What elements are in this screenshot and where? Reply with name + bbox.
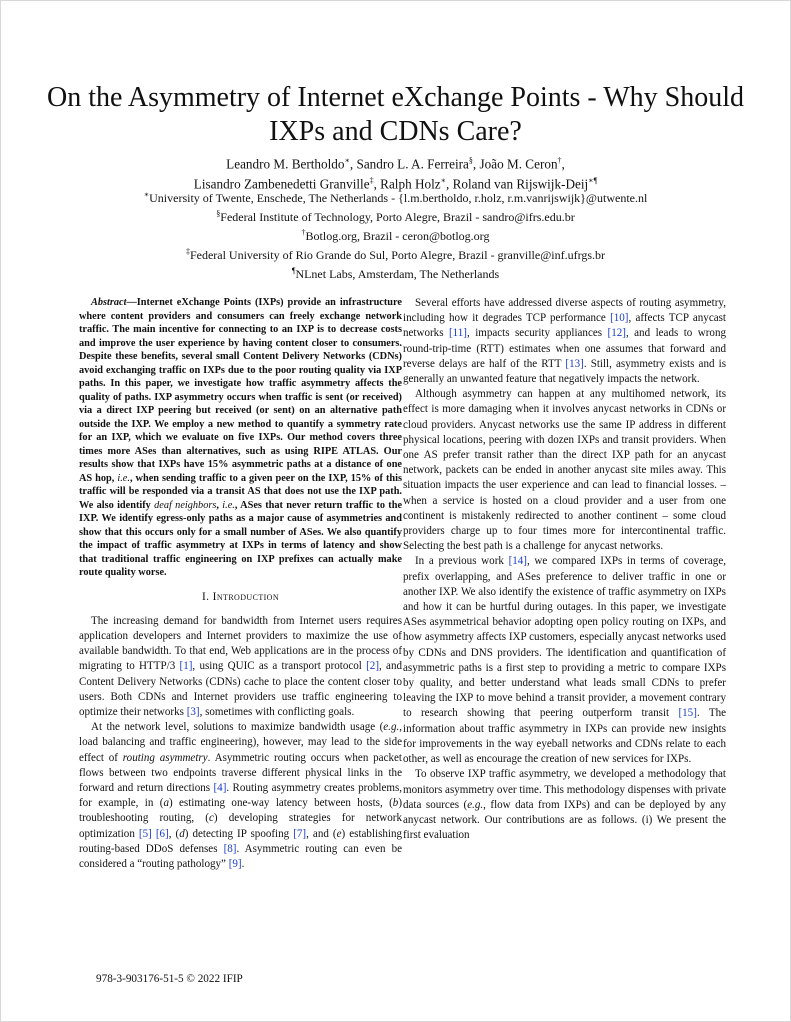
affiliation-text: Federal Institute of Technology, Porto Alegre, Brazil - sandro@ifrs.edu.br — [220, 210, 575, 224]
paragraph — [79, 614, 402, 720]
emphasis: e — [336, 827, 342, 840]
affiliation-mark: ‡ — [185, 247, 190, 256]
author-line-2: Lisandro Zambenedetti Granville‡, Ralph Holz∗, Roland van Rijswijk-Deij∗¶ — [193, 176, 598, 192]
abstract-text: , ASes that never return traffic to the IXP. We identify egress-only paths as a major cause of asymmetries and show that this occurs only for a small number of ASes. We also quantify the impact of traffic asymmetry at IXPs in terms of latency and show that traditional traffic engineering on IXP prefixes can actually make route quality worse. — [79, 499, 403, 578]
paper-title: On the Asymmetry of Internet eXchange Points - Why Should IXPs and CDNs Care? — [46, 81, 745, 147]
abstract-emphasis: i.e. — [222, 499, 235, 511]
right-column — [403, 296, 726, 843]
author-name: Lisandro Zambenedetti Granville — [193, 176, 370, 192]
author-name: João M. Ceron — [479, 156, 558, 172]
left-column — [79, 296, 402, 872]
author-name: Ralph Holz — [380, 176, 441, 192]
abstract — [79, 296, 402, 580]
section-numeral: I. — [201, 590, 210, 603]
affiliation — [40, 187, 751, 206]
text: , sometimes with conflicting goals. — [199, 705, 355, 718]
citation-link[interactable]: [11] — [448, 327, 467, 340]
author-mark: ∗ — [440, 176, 447, 186]
citation-link[interactable]: [1] — [179, 660, 193, 673]
citation-link[interactable]: [15] — [678, 707, 697, 720]
affiliation — [40, 225, 751, 244]
emphasis: a — [163, 797, 169, 810]
text: , load balancing and traffic engineering), however, may lead to the side effect of — [79, 721, 402, 764]
text: . Still, asymmetry exists and is generally an unwanted feature that negatively impacts the network. — [403, 357, 726, 386]
copyright-footer: 978-3-903176-51-5 © 2022 IFIP — [96, 973, 243, 985]
text: , and leads to wrong round-trip-time (RTT) estimates when one assumes that forward and reverse delays are half of the RTT — [403, 327, 727, 370]
text: . The information about traffic asymmetry in IXPs can provide new insights for improvements in the way eyeball networks and CDNs relate to each other, as well as encourage the creation of new services for IXPs. — [403, 707, 727, 766]
abstract-text: —Internet eXchange Points (IXPs) provide an infrastructure where content providers and consumers can freely exchange network traffic. The main incentive for connecting to an IXP is to decrease costs and improve the user experience by having content closer to consumers. Despite these benefits, several small Content Delivery Networks (CDNs) avoid exchanging traffic on IXPs due to the poor routing quality via IXP paths. In this paper, we investigate how traffic asymmetry affects the quality of paths. IXP asymmetry occurs when traffic is sent (or received) via a direct IXP peering but received (or sent) on an alternative path outside the IXP. We employ a new method to quantify a symmetry rate for an IXP, which we evaluate on five IXPs. Our method covers three times more ASes than alternatives, such as using RIPE ATLAS. Our results show that IXPs have 15% asymmetric paths at a distance of one AS hop, — [79, 297, 402, 484]
citation-link[interactable]: [13] — [565, 357, 584, 370]
citation-link[interactable]: [9] — [228, 857, 242, 870]
abstract-text: , — [216, 499, 223, 511]
author-mark: † — [557, 156, 562, 165]
text: , and Content Delivery Networks (CDNs) cache to place the content closer to users. Both CDNs and Internet providers use traffic engineering to optimize their networks — [79, 660, 402, 718]
section-name: Introduction — [212, 590, 280, 603]
citation-link[interactable]: [2] — [366, 660, 380, 673]
emphasis: d — [179, 827, 185, 840]
affiliation-mark: ¶ — [291, 266, 296, 275]
text: , using QUIC as a transport protocol — [192, 660, 367, 673]
emphasis: e.g. — [383, 721, 400, 734]
author-name: Leandro M. Bertholdo — [226, 156, 345, 172]
abstract-label: Abstract — [91, 297, 127, 308]
text: , ( — [168, 827, 180, 840]
affiliation — [40, 263, 751, 282]
text: To observe IXP traffic asymmetry, we developed a methodology that monitors asymmetry over time. This methodology dispenses with private data sources ( — [403, 768, 726, 811]
text: Several efforts have addressed diverse aspects of routing asymmetry, including how it degrades TCP performance — [403, 297, 726, 325]
affiliation-text: Federal University of Rio Grande do Sul, Porto Alegre, Brazil - granville@inf.ufrgs.br — [189, 248, 606, 262]
text: ) detecting IP spoofing — [184, 827, 294, 840]
citation-link[interactable]: [5] — [138, 827, 152, 840]
text: At the network level, solutions to maximize bandwidth usage ( — [91, 721, 384, 734]
author-line-1: Leandro M. Bertholdo∗, Sandro L. A. Ferreira§, João M. Ceron†, — [226, 156, 565, 172]
text: . Asymmetric routing can even be considered a “routing pathology” — [79, 842, 402, 870]
text: ) troubleshooting routing, ( — [79, 797, 403, 825]
citation-link[interactable]: [4] — [213, 781, 227, 794]
author-mark: ‡ — [369, 176, 374, 186]
citation-link[interactable]: [3] — [186, 705, 200, 718]
paragraph — [403, 296, 726, 387]
author-mark: ∗ — [344, 156, 350, 165]
abstract-emphasis: deaf neighbors — [154, 499, 217, 511]
emphasis: b — [392, 797, 399, 810]
citation-link[interactable]: [12] — [607, 327, 626, 340]
text: The increasing demand for bandwidth from Internet users requires application developers and Internet providers to maximize the use of available bandwidth. To that end, Web applications are in the process of migrating to HTTP/3 — [79, 614, 402, 673]
emphasis: c — [208, 812, 214, 825]
text: , we compared IXPs in terms of coverage, prefix overlapping, and ASes preference to deliver traffic in one or another IXP. We also identify the existence of traffic asymmetry on IXPs and how it can be hurtful during outages. In this paper, we investigate ASes asymmetrical behavior adopting open policy routing on IXPs, and how asymmetry affects IXP customers, especially anycast networks used by CDNs and DNS providers. The identification and quantification of asymmetric paths is a first step to providing a metric to compare IXPs by quality, and better understand what leads small CDNs to prefer leaving the IXP to move behind a transit provider, a movement contrary to research showing that peering outperform transit — [403, 555, 726, 720]
text: , affects TCP anycast networks — [403, 312, 726, 340]
text: . — [241, 857, 245, 870]
text: ) estimating one-way latency between hosts, ( — [168, 797, 393, 810]
paragraph: Although asymmetry can happen at any multihomed network, its effect is more damaging when it involves anycast networks in CDNs or cloud providers. Anycast networks use the same IP address in different physical locations, peering with dozen IXPs and transit providers. When one AS prefer transit rather than the direct IXP path for an anycast network, packets can be ended in another anycast site miles away. This situation impacts the user experience and can lead to financial losses. – when a service is hosted on a cloud provider and a user from one continent is mistakenly redirected to another continent – some cloud providers charge up to four times more for intercontinental traffic. Selecting the best path is a challenge for anycast networks. — [403, 388, 726, 553]
section-heading — [79, 590, 402, 605]
citation-link[interactable]: [8] — [223, 842, 237, 855]
affiliation-text: NLnet Labs, Amsterdam, The Netherlands — [295, 267, 500, 281]
text: . Routing asymmetry creates problems, for example, in ( — [79, 781, 403, 810]
emphasis: routing asymmetry — [122, 751, 208, 764]
abstract-text: , when sending traffic to a given peer on the IXP, 15% of this traffic will be responded via a transit AS that does not use the IXP path. We also identify — [79, 472, 402, 511]
text: ) establishing routing-based DDoS defenses — [79, 827, 403, 855]
author-name: Roland van Rijswijk-Deij — [452, 176, 589, 192]
text: ) developing strategies for network optimization — [79, 812, 402, 840]
affiliation-text: University of Twente, Enschede, The Netherlands - {l.m.bertholdo, r.holz, r.m.vanrijswijk}@utwente.nl — [149, 191, 648, 205]
affiliation-mark: ∗ — [143, 190, 150, 199]
affiliation — [40, 206, 751, 225]
affiliation-text: Botlog.org, Brazil - ceron@botlog.org — [305, 229, 490, 243]
text: In a previous work — [415, 555, 509, 568]
paragraph — [79, 720, 402, 872]
emphasis: e.g. — [467, 798, 484, 811]
citation-link[interactable]: [10] — [610, 312, 629, 325]
affiliation-mark: § — [216, 209, 221, 218]
citation-link[interactable]: [6] — [155, 827, 169, 840]
text: , flow data from IXPs) and can be deployed by any anycast network. Our contributions are as follows. (i) We present the first evaluation — [403, 798, 726, 842]
paragraph — [403, 554, 726, 767]
author-name: Sandro L. A. Ferreira — [356, 156, 469, 172]
affiliation-mark: † — [301, 228, 306, 237]
affiliation — [40, 244, 751, 263]
text: , impacts security appliances — [466, 327, 608, 340]
abstract-emphasis: i.e. — [117, 472, 130, 484]
paragraph — [403, 767, 726, 843]
author-mark: ∗¶ — [588, 176, 598, 186]
affiliation-list — [40, 187, 751, 282]
text: . Asymmetric routing occurs when packet flows between two endpoints traverse different physical links in the forward and return directions — [79, 751, 402, 794]
author-mark: § — [468, 156, 473, 165]
citation-link[interactable]: [7] — [293, 827, 307, 840]
citation-link[interactable]: [14] — [508, 555, 527, 568]
text: , and ( — [306, 827, 337, 840]
